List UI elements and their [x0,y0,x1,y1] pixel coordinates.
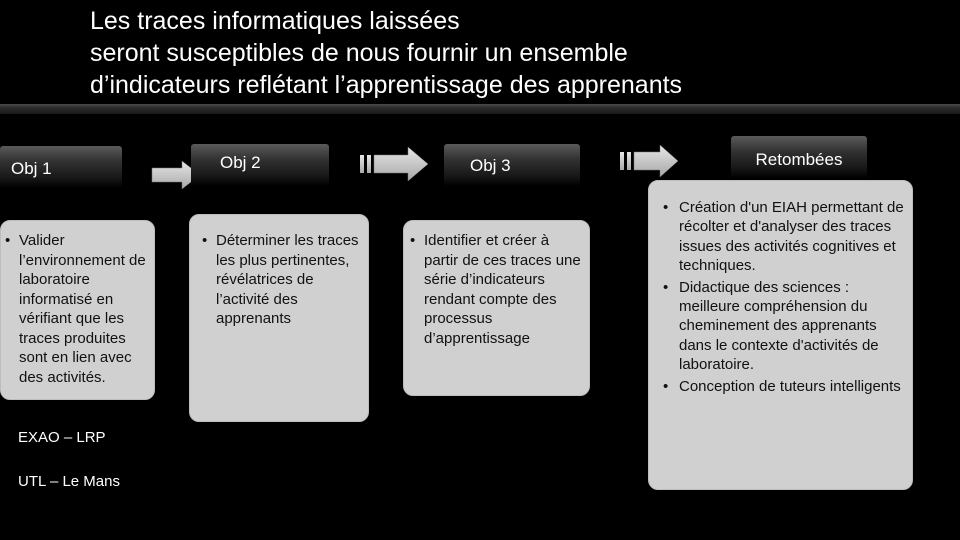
tab-obj-3 [444,144,580,186]
slide-title-line-3: d’indicateurs reflétant l’apprentissage des apprenants [90,71,683,99]
retombees-bullet-2: • Didactique des sciences : meilleure compréhension du cheminement des apprenants dans le contexte d'activités de laboratoire. [663,278,904,375]
lab-label: EXAO – LRP [18,429,106,446]
slide-title-line-2: seront susceptibles de nous fournir un ensemble [90,39,628,67]
objective-1-box [0,220,155,400]
striped-arrow-right-icon [620,144,680,178]
striped-arrow-right-icon [360,146,430,182]
objective-1-bullet: • Valider l’environnement de laboratoire informatisé en vérifiant que les traces produites sont en lien avec des activités. [5,231,148,387]
university-label: UTL – Le Mans [18,473,120,490]
retombees-bullet-3: • Conception de tuteurs intelligents [663,377,904,396]
tab-obj-3-label: Obj 3 [470,156,511,175]
tab-obj-2 [191,144,329,186]
tab-retombees [731,136,867,178]
tab-obj-1 [0,146,122,188]
slide-title-line-1: Les traces informatiques laissées [90,7,460,35]
tab-retombees-label: Retombées [755,150,843,169]
tab-obj-1-label: Obj 1 [11,159,52,178]
objective-3-bullet: • Identifier et créer à partir de ces traces une série d’indicateurs rendant compte des processus d’apprentissage [410,231,583,348]
slide-title [90,5,910,101]
retombees-bullet-1: • Création d'un EIAH permettant de récolter et d'analyser des traces issues des activités cognitives et techniques. [663,198,904,276]
tab-obj-2-label: Obj 2 [220,153,261,172]
objective-3-box [403,220,590,396]
header-divider [0,104,960,114]
objective-2-bullet: • Déterminer les traces les plus pertinentes, révélatrices de l’activité des apprenants [202,231,362,329]
retombees-box [648,180,913,490]
objective-2-box [189,214,369,422]
